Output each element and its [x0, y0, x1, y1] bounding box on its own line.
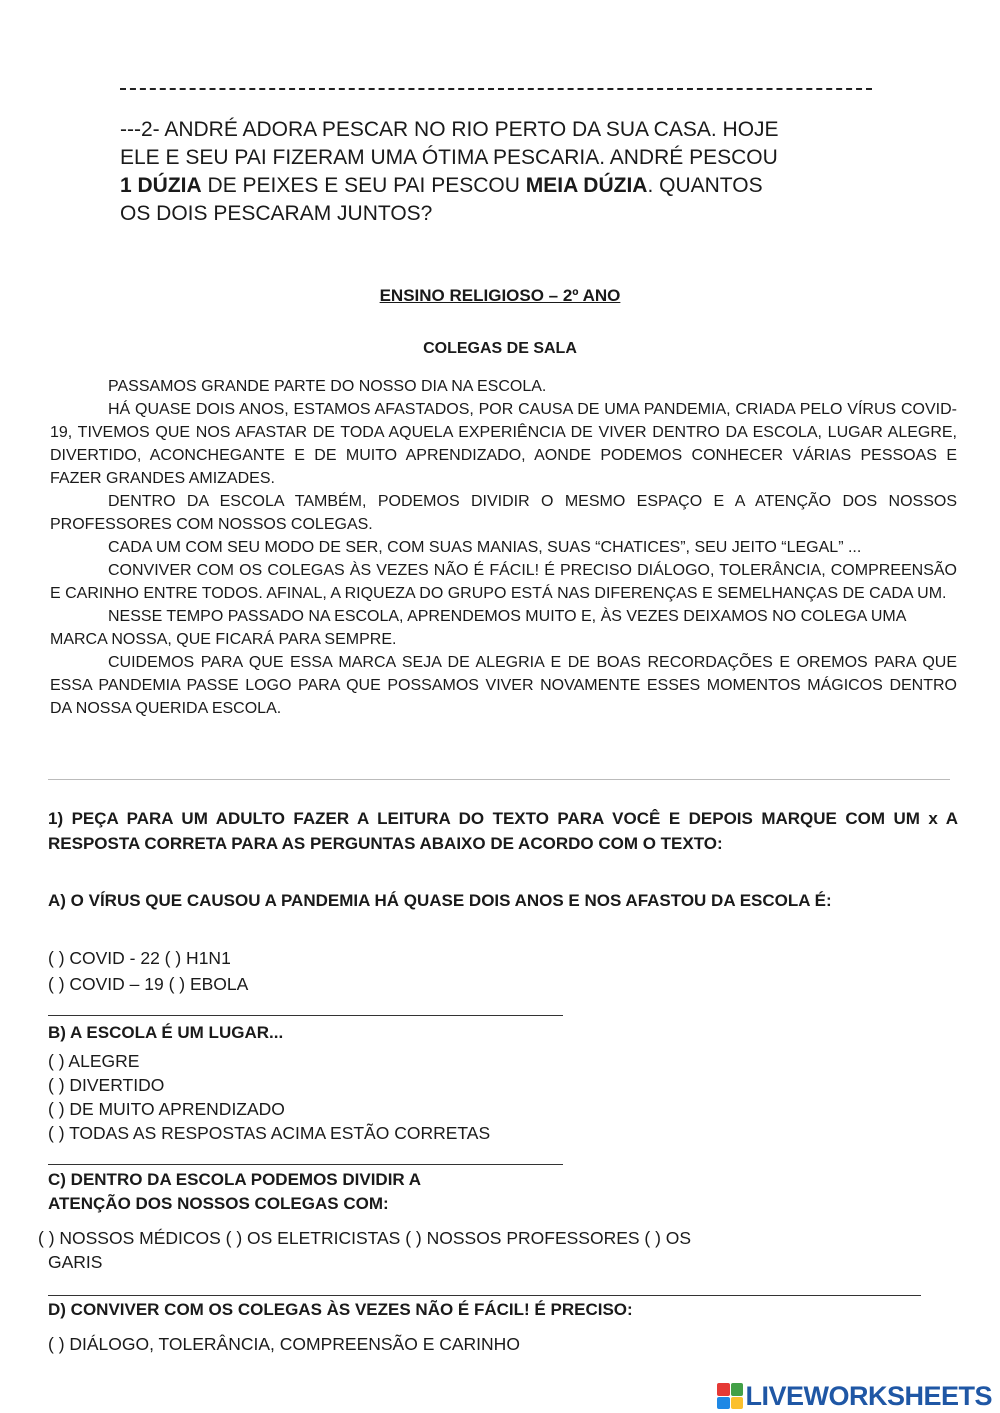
paragraph-7-text: CUIDEMOS PARA QUE ESSA MARCA SEJA DE ALEGRIA E DE BOAS RECORDAÇÕES E OREMOS PARA QUE ESSA PANDEMIA PASSE LOGO PARA QUE POSSAMOS VIVER NOVAMENTE ESSES MOMENTOS MÁGICOS DENTRO DA NOSSA QUERIDA ESCOLA. [50, 654, 957, 717]
paragraph-4 [50, 536, 957, 559]
subject-heading [0, 286, 1000, 306]
question-d-option-1[interactable]: ( ) DIÁLOGO, TOLERÂNCIA, COMPREENSÃO E CARINHO [48, 1334, 520, 1354]
liveworksheets-wordmark: LIVEWORKSHEETS [745, 1380, 992, 1411]
text-title: COLEGAS DE SALA [423, 340, 577, 357]
answer-separator-c [48, 1295, 921, 1296]
paragraph-5 [50, 559, 957, 605]
question-c-options-line-2: GARIS [48, 1252, 103, 1272]
question-2-mid: DE PEIXES E SEU PAI PESCOU [201, 174, 526, 197]
paragraph-3 [50, 490, 957, 536]
question-b-title: B) A ESCOLA É UM LUGAR... [48, 1023, 284, 1042]
question-a-options-line-2[interactable]: ( ) COVID – 19 ( ) EBOLA [48, 974, 249, 994]
question-2-line-1: ---2- ANDRÉ ADORA PESCAR NO RIO PERTO DA SUA CASA. HOJE [120, 118, 779, 141]
answer-separator-b [48, 1164, 563, 1165]
liveworksheets-watermark [717, 1381, 992, 1411]
question-c-title-line-2: ATENÇÃO DOS NOSSOS COLEGAS COM: [48, 1194, 389, 1213]
reading-text [50, 375, 957, 720]
question-2-line-3 [120, 172, 880, 200]
liveworksheets-logo-icon [717, 1383, 743, 1409]
question-2-line-4: OS DOIS PESCARAM JUNTOS? [120, 202, 433, 225]
question-c-title [48, 1168, 568, 1216]
question-a-title: A) O VÍRUS QUE CAUSOU A PANDEMIA HÁ QUASE DOIS ANOS E NOS AFASTOU DA ESCOLA É: [48, 891, 832, 910]
logo-square-blue [717, 1397, 730, 1410]
question-2-bold-dozen: 1 DÚZIA [120, 174, 202, 197]
paragraph-7 [50, 651, 957, 720]
dashed-separator [120, 88, 872, 92]
question-d-title: D) CONVIVER COM OS COLEGAS ÀS VEZES NÃO É FÁCIL! É PRECISO: [48, 1300, 633, 1319]
instructions: 1) PEÇA PARA UM ADULTO FAZER A LEITURA DO TEXTO PARA VOCÊ E DEPOIS MARQUE COM UM x A RESPOSTA CORRETA PARA AS PERGUNTAS ABAIXO DE ACORDO COM O TEXTO: [48, 809, 958, 853]
question-b-option-1[interactable]: ( ) ALEGRE [48, 1051, 140, 1071]
question-b-option-3[interactable]: ( ) DE MUITO APRENDIZADO [48, 1099, 285, 1119]
question-c-options-line-1[interactable]: ( ) NOSSOS MÉDICOS ( ) OS ELETRICISTAS ( ) NOSSOS PROFESSORES ( ) OS [38, 1228, 692, 1248]
paragraph-6-text: NESSE TEMPO PASSADO NA ESCOLA, APRENDEMOS MUITO E, ÀS VEZES DEIXAMOS NO COLEGA UMA MARCA NOSSA, QUE FICARÁ PARA SEMPRE. [50, 608, 906, 648]
paragraph-2 [50, 398, 957, 490]
paragraph-3-text: DENTRO DA ESCOLA TAMBÉM, PODEMOS DIVIDIR O MESMO ESPAÇO E A ATENÇÃO DOS NOSSOS PROFESSORES COM NOSSOS COLEGAS. [50, 493, 957, 533]
paragraph-6 [50, 605, 957, 651]
paragraph-1 [50, 375, 957, 398]
question-2-line-2: ELE E SEU PAI FIZERAM UMA ÓTIMA PESCARIA. ANDRÉ PESCOU [120, 146, 778, 169]
paragraph-5-text: CONVIVER COM OS COLEGAS ÀS VEZES NÃO É FÁCIL! É PRECISO DIÁLOGO, TOLERÂNCIA, COMPREENSÃO E CARINHO ENTRE TODOS. AFINAL, A RIQUEZA DO GRUPO ESTÁ NAS DIFERENÇAS E SEMELHANÇAS DE CADA UM. [50, 562, 957, 602]
question-2-end: . QUANTOS [647, 174, 763, 197]
divider-line [48, 779, 950, 780]
paragraph-4-text: CADA UM COM SEU MODO DE SER, COM SUAS MANIAS, SUAS “CHATICES”, SEU JEITO “LEGAL” ... [108, 539, 862, 556]
question-b-option-2[interactable]: ( ) DIVERTIDO [48, 1075, 165, 1095]
question-a-options-line-1[interactable]: ( ) COVID - 22 ( ) H1N1 [48, 948, 231, 968]
logo-square-green [731, 1383, 744, 1396]
question-b-option-4[interactable]: ( ) TODAS AS RESPOSTAS ACIMA ESTÃO CORRETAS [48, 1123, 491, 1143]
paragraph-2-text: HÁ QUASE DOIS ANOS, ESTAMOS AFASTADOS, POR CAUSA DE UMA PANDEMIA, CRIADA PELO VÍRUS COVID-19, TIVEMOS QUE NOS AFASTAR DE TODA AQUELA EXPERIÊNCIA DE VIVER DENTRO DA ESCOLA, LUGAR ALEGRE, DIVERTIDO, ACONCHEGANTE E DE MUITO APRENDIZADO, AONDE PODEMOS CONHECER VÁRIAS PESSOAS E FAZER GRANDES AMIZADES. [50, 401, 957, 487]
question-2-bold-half-dozen: MEIA DÚZIA [525, 174, 648, 197]
logo-square-red [717, 1383, 730, 1396]
answer-separator-a [48, 1015, 563, 1016]
question-2 [120, 116, 880, 228]
logo-square-yellow [731, 1397, 744, 1410]
paragraph-1-text: PASSAMOS GRANDE PARTE DO NOSSO DIA NA ESCOLA. [108, 378, 547, 395]
subject-heading-text: ENSINO RELIGIOSO – 2º ANO [379, 286, 621, 305]
question-c-title-line-1: C) DENTRO DA ESCOLA PODEMOS DIVIDIR A [48, 1170, 422, 1189]
